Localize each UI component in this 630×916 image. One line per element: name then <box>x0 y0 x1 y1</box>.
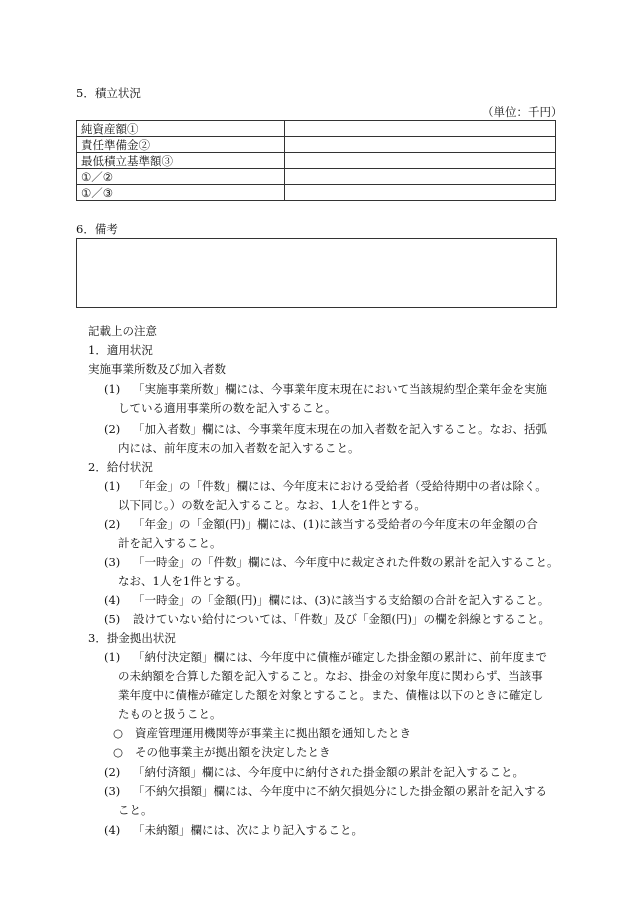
note-text: 以下同じ。）の数を記入すること。なお、1人を1件とする。 <box>118 498 426 512</box>
note-text: の未納額を合算した額を記入すること。なお、掛金の対象年度に関わらず、当該事 <box>118 669 543 683</box>
item-number: (3) <box>104 555 121 569</box>
note-text: 内には、前年度末の加入者数を記入すること。 <box>118 441 360 455</box>
notes-sec1-heading: 1．適用状況 <box>88 343 153 357</box>
table-row <box>77 137 556 153</box>
note-text: 「年金」の「金額(円)」欄には、(1)に該当する受給者の今年度末の年金額の合 <box>133 517 538 531</box>
table-row <box>77 169 556 185</box>
note-text: している適用事業所の数を記入すること。 <box>118 401 337 415</box>
circle-bullet-icon: ○ <box>113 726 124 740</box>
notes-sec1-subheading: 実施事業所数及び加入者数 <box>88 362 226 376</box>
row-value <box>285 153 556 169</box>
bullet-text: 資産管理運用機関等が事業主に拠出額を通知したとき <box>135 726 411 740</box>
funding-status-table <box>76 120 556 201</box>
item-number: (1) <box>104 382 121 396</box>
item-number: (3) <box>104 784 121 798</box>
notes-sec2-heading: 2．給付状況 <box>88 460 153 474</box>
note-text: 「一時金」の「金額(円)」欄には、(3)に該当する支給額の合計を記入すること。 <box>133 593 550 607</box>
notes-title: 記載上の注意 <box>88 324 157 338</box>
section-6-heading: 6．備考 <box>76 222 118 236</box>
section-5-heading: 5．積立状況 <box>76 86 141 100</box>
bullet-text: その他事業主が拠出額を決定したとき <box>135 745 331 759</box>
note-text: なお、1人を1件とする。 <box>118 574 248 588</box>
note-text: 「一時金」の「件数」欄には、今年度中に裁定された件数の累計を記入すること。 <box>133 555 559 569</box>
note-text: 設けていない給付については、「件数」及び「金額(円)」の欄を斜線とすること。 <box>133 612 550 626</box>
row-label: 純資産額① <box>77 121 285 137</box>
row-value <box>285 169 556 185</box>
note-text: 「不納欠損額」欄には、今年度中に不納欠損処分にした掛金額の累計を記入する <box>133 784 547 798</box>
table-row <box>77 153 556 169</box>
row-label: ①／② <box>77 169 285 185</box>
note-text: 「加入者数」欄には、今事業年度末現在の加入者数を記入すること。なお、括弧 <box>133 422 547 436</box>
item-number: (2) <box>104 765 121 779</box>
note-text: 「納付決定額」欄には、今年度中に債権が確定した掛金額の累計に、前年度まで <box>133 650 547 664</box>
item-number: (1) <box>104 479 121 493</box>
note-text: 「納付済額」欄には、今年度中に納付された掛金額の累計を記入すること。 <box>133 765 524 779</box>
row-value <box>285 121 556 137</box>
row-label: 最低積立基準額③ <box>77 153 285 169</box>
table-row <box>77 185 556 201</box>
note-text: 業年度中に債権が確定した額を対象とすること。また、債権は以下のときに確定し <box>118 688 544 702</box>
item-number: (4) <box>104 823 121 837</box>
notes-sec3-heading: 3．掛金拠出状況 <box>88 631 176 645</box>
item-number: (2) <box>104 422 121 436</box>
note-text: 計を記入すること。 <box>118 536 222 550</box>
remarks-box <box>76 238 557 308</box>
row-value <box>285 137 556 153</box>
item-number: (2) <box>104 517 121 531</box>
item-number: (4) <box>104 593 121 607</box>
note-text: 「未納額」欄には、次により記入すること。 <box>133 823 363 837</box>
circle-bullet-icon: ○ <box>113 745 124 759</box>
item-number: (1) <box>104 650 121 664</box>
note-text: たものと扱うこと。 <box>118 707 222 721</box>
row-label: 責任準備金② <box>77 137 285 153</box>
note-text: 「実施事業所数」欄には、今事業年度末現在において当該規約型企業年金を実施 <box>133 382 547 396</box>
table-row <box>77 121 556 137</box>
row-value <box>285 185 556 201</box>
unit-label: （単位：千円） <box>482 105 563 119</box>
row-label: ①／③ <box>77 185 285 201</box>
item-number: (5) <box>104 612 121 626</box>
note-text: 「年金」の「件数」欄には、今年度末における受給者（受給待期中の者は除く。 <box>133 479 547 493</box>
note-text: こと。 <box>118 803 153 817</box>
